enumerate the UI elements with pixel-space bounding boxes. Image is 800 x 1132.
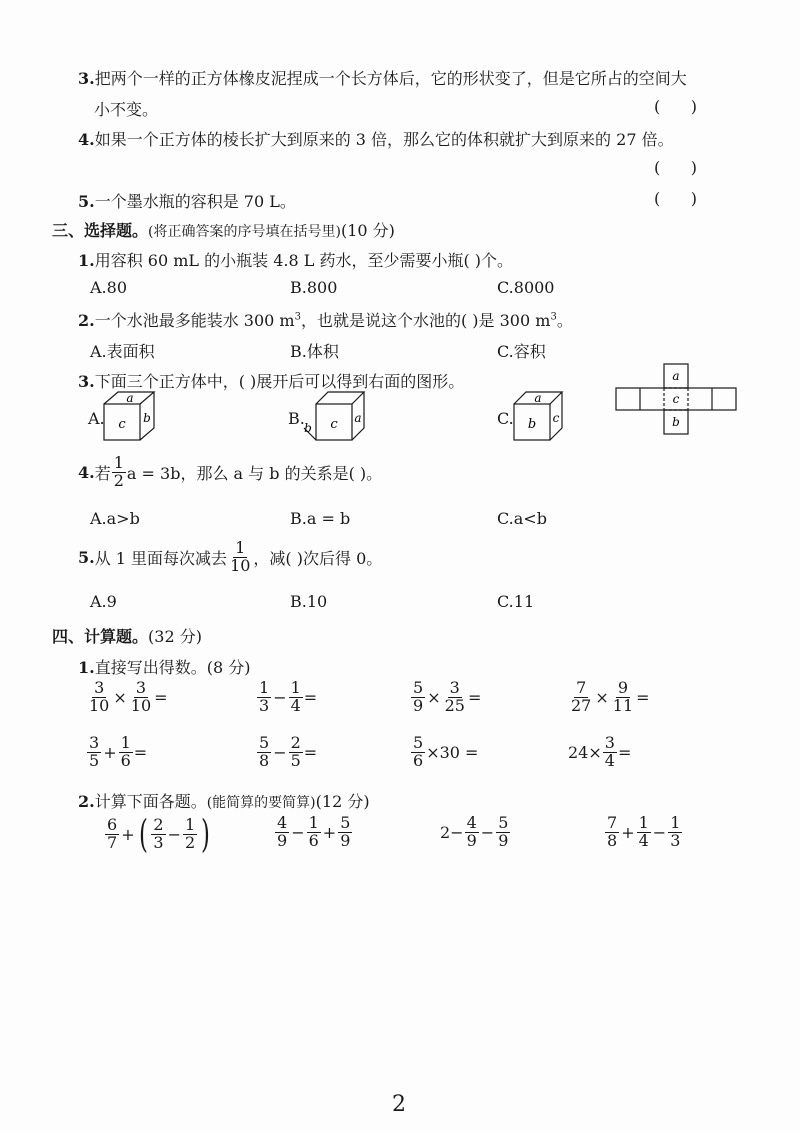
judge-q3: 3.把两个一样的正方体橡皮泥捏成一个长方体后，它的形状变了，但是它所占的空间大: [78, 69, 687, 88]
choice-q2: 2.一个水池最多能装水 300 $m^3$，也就是说这个水池的( )是 300 $m^3$。: [78, 311, 573, 330]
cube-b-left-label: b: [304, 421, 312, 435]
section3-heading: 三、选择题。(将正确答案的序号填在括号里)(10 分): [52, 221, 395, 240]
compute-2: $\frac{4}{9}$ − $\frac{1}{6}$ + $\frac{5}{9}$: [277, 813, 351, 850]
cube-b-front-label: c: [330, 417, 338, 432]
compute-1: $\frac{6}{7}$ + ( $\frac{2}{3}$ − $\frac{1}{2}$ ): [107, 812, 211, 856]
calc-2-1: $\frac{3}{5}$ + $\frac{1}{6}$ =: [89, 733, 148, 770]
choice-q4-option-c[interactable]: C.a<b: [497, 509, 547, 528]
cube-a-front-label: c: [118, 417, 126, 432]
net-center-label: c: [672, 392, 680, 406]
cube-c-figure: [508, 388, 568, 444]
choice-q4: 4. 若 $\frac{1}{2}$ a = 3b，那么 a 与 b 的关系是( )。: [78, 453, 383, 490]
choice-q3-option-c[interactable]: C.: [497, 409, 514, 428]
calc-2-3: $\frac{5}{6}$ ×30 =: [413, 733, 479, 770]
choice-q4-option-b[interactable]: B.a = b: [290, 509, 351, 528]
cube-b-figure: [300, 386, 366, 444]
calc-2-2: $\frac{5}{8}$ − $\frac{2}{5}$ =: [259, 733, 318, 770]
judge-q5-answer-blank[interactable]: ( ): [654, 189, 697, 208]
judge-q3-answer-blank[interactable]: ( ): [654, 97, 697, 116]
cube-a-top-label: a: [126, 391, 134, 405]
choice-q3-option-a[interactable]: A.: [88, 409, 105, 428]
calc-1-2: $\frac{1}{3}$ − $\frac{1}{4}$ =: [259, 678, 318, 715]
cube-c-top-label: a: [534, 391, 542, 405]
choice-q4-option-a[interactable]: A.a>b: [90, 509, 140, 528]
calc-1-3: $\frac{5}{9}$ × $\frac{3}{25}$ =: [413, 678, 482, 715]
choice-q5-option-a[interactable]: A.9: [90, 592, 117, 611]
judge-q3-line2: 小不变。: [94, 100, 159, 119]
choice-q1-option-c[interactable]: C.8000: [497, 278, 555, 297]
judge-q4-answer-blank[interactable]: ( ): [654, 158, 697, 177]
net-bottom-label: b: [672, 415, 680, 429]
cube-net-figure: [614, 363, 738, 435]
calc-2-4: 24× $\frac{3}{4}$ =: [568, 733, 632, 770]
calc-q2-heading: 2.计算下面各题。(能简算的要简算)(12 分): [78, 792, 370, 811]
choice-q2-option-b[interactable]: B.体积: [290, 342, 339, 361]
judge-q4: 4.如果一个正方体的棱长扩大到原来的 3 倍，那么它的体积就扩大到原来的 27 倍。: [78, 130, 674, 149]
choice-q3-option-b[interactable]: B.: [288, 409, 305, 428]
cube-c-front-label: b: [527, 417, 537, 432]
choice-q2-option-a[interactable]: A.表面积: [90, 342, 155, 361]
section4-heading: 四、计算题。(32 分): [52, 627, 202, 646]
choice-q1-option-a[interactable]: A.80: [90, 278, 127, 297]
cube-c-side-label: c: [552, 411, 560, 425]
choice-q2-option-c[interactable]: C.容积: [497, 342, 546, 361]
cube-a-figure: [100, 388, 160, 444]
calc-q1-heading: 1.直接写出得数。(8 分): [78, 658, 251, 677]
page-number: 2: [392, 1092, 406, 1117]
judge-q5: 5.一个墨水瓶的容积是 70 L。: [78, 192, 296, 211]
compute-4: $\frac{7}{8}$ + $\frac{1}{4}$ − $\frac{1}{3}$: [607, 813, 681, 850]
cube-b-side-label: a: [354, 411, 362, 425]
fraction: $\frac{1}{2}$: [113, 453, 124, 490]
choice-q1: 1.用容积 60 mL 的小瓶装 4.8 L 药水，至少需要小瓶( )个。: [78, 251, 514, 270]
choice-q1-option-b[interactable]: B.800: [290, 278, 338, 297]
choice-q5-option-c[interactable]: C.11: [497, 592, 535, 611]
net-top-label: a: [672, 369, 680, 383]
choice-q3: 3.下面三个正方体中，( )展开后可以得到右面的图形。: [78, 372, 465, 391]
compute-3: 2− $\frac{4}{9}$ − $\frac{5}{9}$: [440, 813, 509, 850]
calc-1-4: $\frac{7}{27}$ × $\frac{9}{11}$ =: [571, 678, 650, 715]
fraction: $\frac{1}{10}$: [230, 538, 251, 575]
cube-a-side-label: b: [143, 411, 151, 425]
choice-q5: 5. 从 1 里面每次减去 $\frac{1}{10}$ ，减( )次后得 0。: [78, 538, 383, 575]
calc-1-1: $\frac{3}{10}$ × $\frac{3}{10}$ =: [89, 678, 168, 715]
choice-q5-option-b[interactable]: B.10: [290, 592, 328, 611]
